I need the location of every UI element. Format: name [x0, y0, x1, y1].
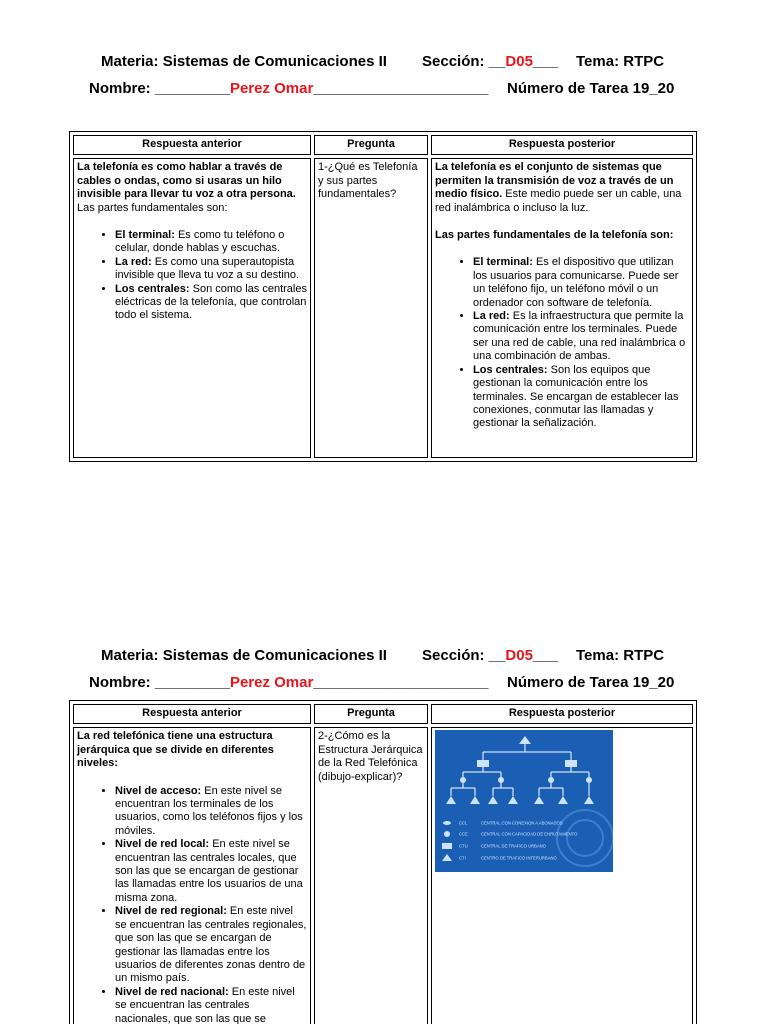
- item-term: El terminal:: [115, 229, 175, 242]
- answer-table-1: [69, 131, 697, 462]
- cce-node: [586, 777, 592, 783]
- cce-node: [460, 777, 466, 783]
- list-item: [115, 986, 307, 1024]
- list-item: [115, 283, 307, 323]
- legend-cce-icon: [444, 831, 450, 837]
- list-item: [473, 364, 689, 431]
- item-term: Nivel de red local:: [115, 838, 210, 851]
- col-header-question: Pregunta: [314, 135, 428, 155]
- materia-value: Sistemas de Comunicaciones II: [162, 53, 387, 70]
- col-header-post: Respuesta posterior: [431, 704, 693, 724]
- materia-value: Sistemas de Comunicaciones II: [162, 647, 387, 664]
- list-item: [115, 229, 307, 256]
- col-header-prev: Respuesta anterior: [73, 135, 311, 155]
- nombre-post: _____________________: [313, 80, 489, 97]
- tema-value: RTPC: [623, 647, 665, 664]
- item-text: En este nivel se encuentran las centrales regionales, que son las que se encargan de gestionar las llamadas entre los usuarios de diferentes zonas dentro de un mismo país.: [115, 905, 307, 985]
- item-term: La red:: [115, 255, 152, 268]
- tarea-value: 19_20: [632, 674, 675, 691]
- item-term: Los centrales:: [115, 282, 190, 295]
- tema-field: [576, 647, 664, 664]
- table-row: [73, 158, 693, 458]
- seccion-post: ___: [532, 647, 558, 664]
- item-term: La red:: [473, 310, 510, 323]
- item-text: Es la infraestructura que permite la comunicación entre los terminales. Puede ser una red de cable, una red inalámbrica o una combinación de ambas.: [473, 310, 686, 363]
- prev-intro-bold: La telefonía es como hablar a través de cables o ondas, como si usaras un hilo invisible para llevar tu voz a otra persona.: [77, 161, 296, 201]
- col-header-question: Pregunta: [314, 704, 428, 724]
- seccion-pre: __: [488, 647, 506, 664]
- cce-node: [548, 777, 554, 783]
- post-answer-cell: [431, 727, 693, 1024]
- post-subhead: Las partes fundamentales de la telefonía son:: [435, 229, 674, 242]
- list-item: [115, 905, 307, 985]
- seccion-label: Sección:: [422, 647, 485, 664]
- post-intro-rest: Este medio puede ser un cable, una red inalámbrica o incluso la luz.: [435, 188, 682, 214]
- ctu-node: [477, 760, 489, 767]
- nombre-label: Nombre:: [89, 80, 151, 97]
- item-term: El terminal:: [473, 256, 533, 269]
- list-item: [115, 256, 307, 283]
- table-row: [73, 727, 693, 1024]
- seccion-value: D05: [505, 53, 533, 70]
- seccion-field: [422, 53, 558, 70]
- item-text: Es como tu teléfono o celular, donde hablas y escuchas.: [115, 229, 285, 255]
- prev-intro-bold: La red telefónica tiene una estructura jerárquica que se divide en diferentes niveles:: [77, 730, 274, 770]
- seccion-field: [422, 647, 558, 664]
- tarea-field: [507, 80, 674, 97]
- answer-table-2: [69, 700, 697, 1024]
- question-cell: 1-¿Qué es Telefonía y sus partes fundamentales?: [314, 158, 428, 458]
- prev-list: [77, 229, 307, 323]
- seccion-label: Sección:: [422, 53, 485, 70]
- legend-ctu-icon: [442, 843, 452, 849]
- item-text: En este nivel se encuentran los terminales de los usuarios, como los teléfonos fijos y los móviles.: [115, 784, 303, 837]
- post-intro-bold: La telefonía es el conjunto de sistemas que permiten la transmisión de voz a través de un medio físico.: [435, 161, 674, 201]
- seccion-value: D05: [505, 647, 533, 664]
- legend-text: CENTRO DE TRAFICO INTERURBANO: [481, 855, 557, 861]
- col-header-prev: Respuesta anterior: [73, 704, 311, 724]
- item-text: Son los equipos que gestionan la comunicación entre los terminales. Se encargan de establecer las conexiones, conmutar las llamadas y gestionar la señalización.: [473, 363, 679, 430]
- legend-text: CENTRAL CON CONEXION A ABONADOS: [481, 820, 563, 826]
- list-item: [115, 785, 307, 839]
- header-line-1: [101, 53, 387, 70]
- tema-label: Tema:: [576, 647, 620, 664]
- nombre-field: [89, 674, 489, 691]
- legend-code: CCE: [459, 831, 468, 837]
- tarea-field: [507, 674, 674, 691]
- tarea-label: Número de Tarea: [507, 80, 629, 97]
- seccion-pre: __: [488, 53, 506, 70]
- table-header-row: [73, 135, 693, 155]
- legend-code: CTU: [459, 843, 468, 849]
- item-term: Nivel de red nacional:: [115, 985, 229, 998]
- col-header-post: Respuesta posterior: [431, 135, 693, 155]
- legend-text: CENTRAL CON CAPACIDAD DE ENRUTAMIENTO: [481, 831, 578, 837]
- list-item: [473, 256, 689, 310]
- tarea-label: Número de Tarea: [507, 674, 629, 691]
- ctu-node: [565, 760, 577, 767]
- item-text: Es el dispositivo que utilizan los usuarios para comunicarse. Puede ser un teléfono fijo, un teléfono móvil o un ordenador con software de telefonía.: [473, 256, 679, 309]
- table-header-row: [73, 704, 693, 724]
- tarea-value: 19_20: [632, 80, 675, 97]
- materia-label: Materia:: [101, 53, 159, 70]
- nombre-pre: _________: [154, 674, 230, 691]
- prev-list: [77, 785, 307, 1024]
- tema-value: RTPC: [623, 53, 665, 70]
- item-term: Los centrales:: [473, 363, 548, 376]
- nombre-label: Nombre:: [89, 674, 151, 691]
- question-cell: 2-¿Cómo es la Estructura Jerárquica de la Red Telefónica (dibujo-explicar)?: [314, 727, 428, 1024]
- item-text: Son como las centrales eléctricas de la telefonía, que controlan todo el sistema.: [115, 282, 307, 322]
- cce-node: [498, 777, 504, 783]
- item-term: Nivel de red regional:: [115, 905, 227, 918]
- nombre-value: Perez Omar: [229, 80, 314, 97]
- tema-label: Tema:: [576, 53, 620, 70]
- materia-label: Materia:: [101, 647, 159, 664]
- prev-intro-rest: Las partes fundamentales son:: [77, 201, 228, 214]
- item-text: Es como una superautopista invisible que lleva tu voz a su destino.: [115, 255, 300, 282]
- page-1: [0, 0, 768, 470]
- nombre-pre: _________: [154, 80, 230, 97]
- item-text: En este nivel se encuentran las centrales locales, que son las que se encargan de gestionar las llamadas entre los usuarios de una misma zona.: [115, 838, 303, 904]
- legend-text: CENTRAL DE TRAFICO URBANO: [481, 843, 546, 849]
- legend-ccl-icon: [443, 821, 451, 825]
- item-text: En este nivel se encuentran las centrales nacionales, que son las que se: [115, 985, 295, 1024]
- header-line-1: [101, 647, 387, 664]
- prev-answer-cell: [73, 727, 311, 1024]
- post-answer-cell: [431, 158, 693, 458]
- item-term: Nivel de acceso:: [115, 784, 202, 797]
- nombre-field: [89, 80, 489, 97]
- list-item: [115, 838, 307, 905]
- legend-code: CTI: [459, 855, 466, 861]
- prev-answer-cell: [73, 158, 311, 458]
- legend-code: CCL: [459, 820, 468, 826]
- nombre-value: Perez Omar: [229, 674, 314, 691]
- nombre-post: _____________________: [313, 674, 489, 691]
- hierarchy-diagram: [435, 730, 613, 872]
- list-item: [473, 310, 689, 364]
- post-list: [435, 256, 689, 430]
- page-2: [0, 600, 768, 1024]
- seccion-post: ___: [532, 53, 558, 70]
- tema-field: [576, 53, 664, 70]
